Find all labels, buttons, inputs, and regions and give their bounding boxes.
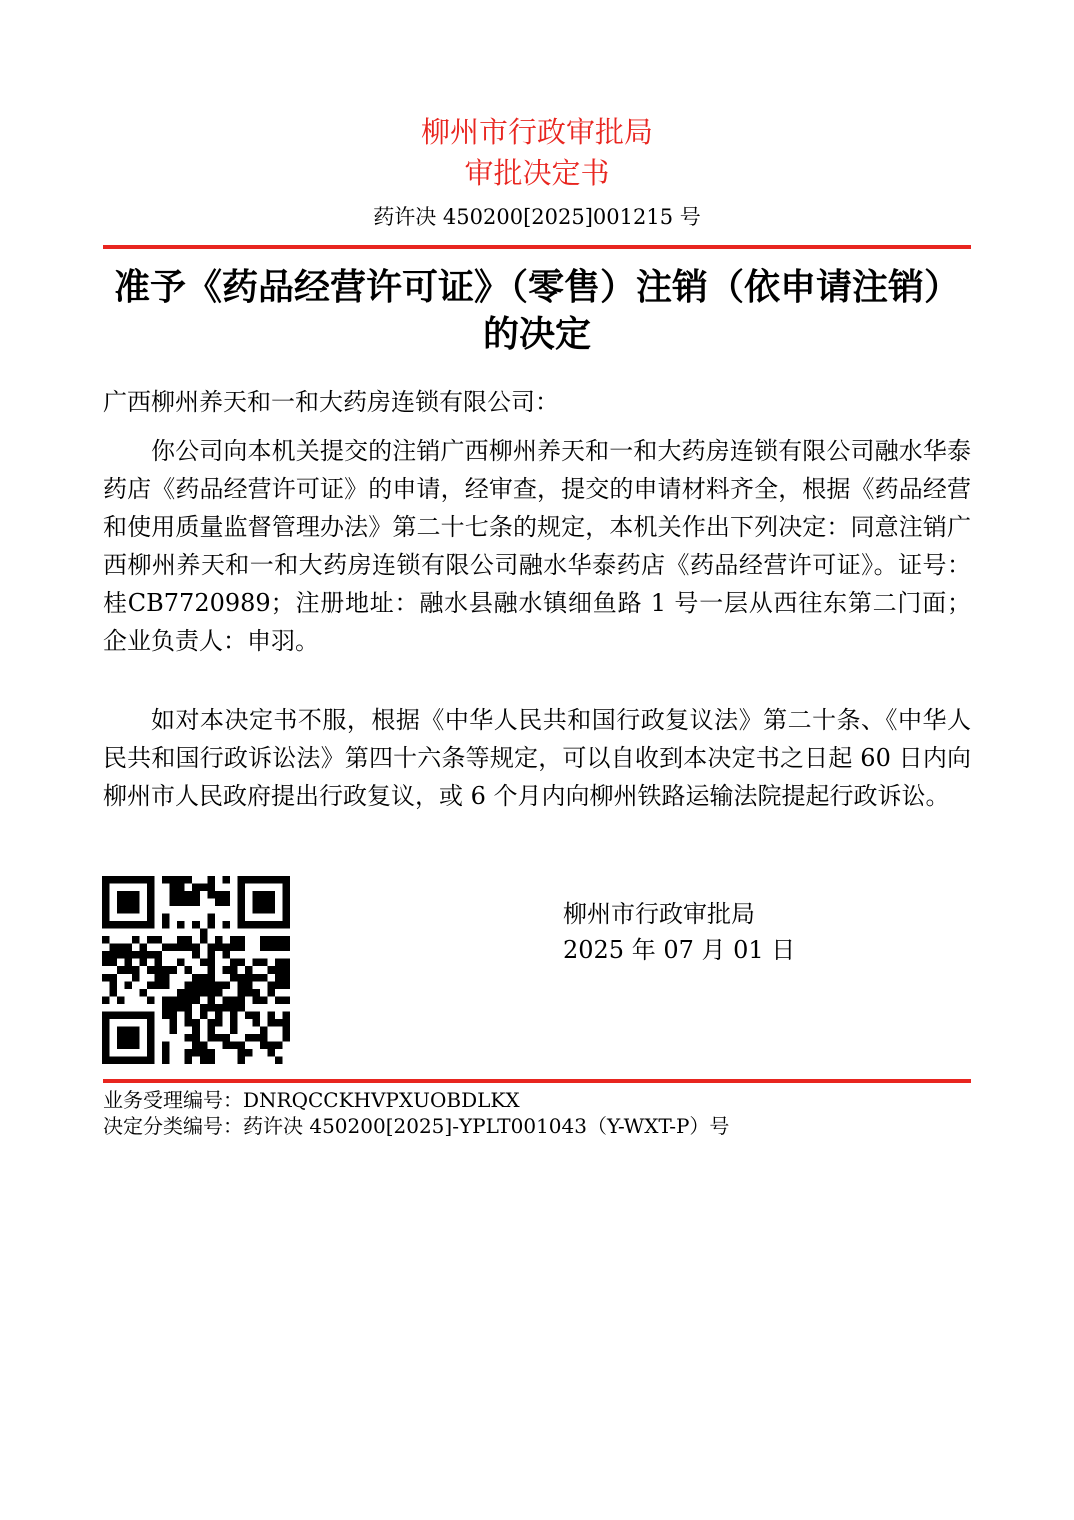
document-number: 药许决 450200[2025]001215 号 bbox=[373, 205, 701, 229]
page-title: 准予《药品经营许可证》（零售）注销（依申请注销）的决定 bbox=[113, 267, 960, 355]
signing-date: 2025 年 07 月 01 日 bbox=[563, 936, 796, 964]
classification-number: 决定分类编号：药许决 450200[2025]-YPLT001043（Y-WXT-P）号 bbox=[103, 1114, 730, 1138]
business-number: 业务受理编号：DNRQCCKHVPXUOBDLKX bbox=[103, 1088, 520, 1112]
signing-organization: 柳州市行政审批局 bbox=[563, 900, 755, 928]
recipient: 广西柳州养天和一和大药房连锁有限公司： bbox=[103, 388, 559, 416]
bottom-red-divider bbox=[103, 1079, 971, 1083]
top-red-divider bbox=[103, 245, 971, 249]
qr-code-icon bbox=[102, 876, 290, 1064]
document-type: 审批决定书 bbox=[464, 156, 610, 190]
appeal-paragraph: 如对本决定书不服，根据《中华人民共和国行政复议法》第二十条、《中华人民共和国行政诉讼法》第四十六条等规定，可以自收到本决定书之日起 60 日内向柳州市人民政府提出行政复议，或 6 个月内向柳州铁路运输法院提起行政诉讼。 bbox=[103, 706, 971, 810]
decision-paragraph: 你公司向本机关提交的注销广西柳州养天和一和大药房连锁有限公司融水华泰药店《药品经营许可证》的申请，经审查，提交的申请材料齐全，根据《药品经营和使用质量监督管理办法》第二十七条的规定，本机关作出下列决定：同意注销广西柳州养天和一和大药房连锁有限公司融水华泰药店《药品经营许可证》。证号：桂CB7720989；注册地址：融水县融水镇细鱼路 1 号一层从西往东第二门面；企业负责人：申羽。 bbox=[103, 437, 971, 655]
issuing-organization: 柳州市行政审批局 bbox=[420, 115, 653, 149]
